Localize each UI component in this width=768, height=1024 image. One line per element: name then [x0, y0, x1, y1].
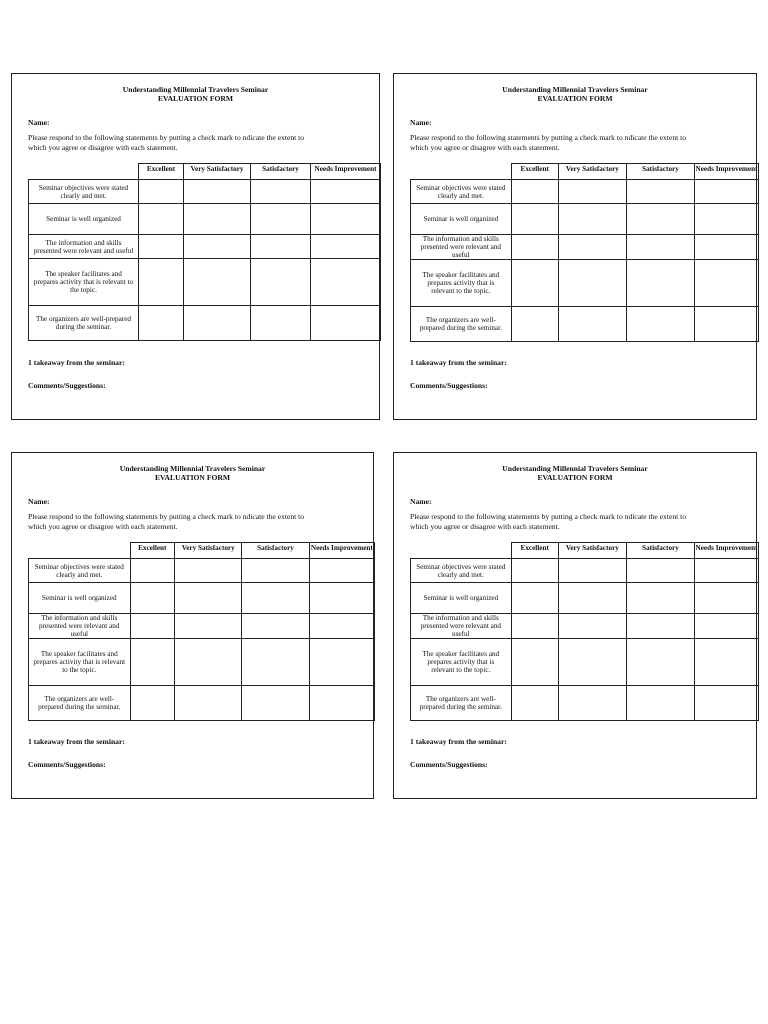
rating-cell[interactable] [309, 559, 374, 583]
table-row [29, 180, 381, 204]
header-corner [29, 543, 131, 559]
rating-cell[interactable] [558, 686, 626, 721]
rating-cell[interactable] [695, 559, 759, 583]
table-row [29, 559, 375, 583]
rating-cell[interactable] [184, 306, 251, 341]
statement-organizers: The organizers are well-prepared during the seminar. [411, 686, 512, 721]
rating-cell[interactable] [695, 180, 759, 204]
table-row [411, 180, 759, 204]
instructions-line-1: Please respond to the following statements by putting a check mark to ndicate the extent to [410, 133, 687, 142]
form-title [394, 86, 756, 103]
instructions [410, 133, 763, 152]
rating-cell[interactable] [626, 639, 694, 686]
rating-cell[interactable] [139, 180, 184, 204]
header-satisfactory: Satisfactory [242, 543, 309, 559]
rating-header-row [411, 164, 759, 180]
instructions [28, 512, 379, 531]
statement-objectives: Seminar objectives were stated clearly and met. [29, 180, 139, 204]
table-row [411, 260, 759, 307]
rating-cell[interactable] [251, 259, 311, 306]
evaluation-form-card-2 [393, 73, 757, 420]
takeaway-label: 1 takeaway from the seminar: [28, 737, 125, 746]
statement-organizers: The organizers are well-prepared during the seminar. [29, 306, 139, 341]
rating-cell[interactable] [309, 639, 374, 686]
rating-cell[interactable] [511, 235, 558, 260]
rating-cell[interactable] [139, 204, 184, 235]
header-excellent: Excellent [130, 543, 175, 559]
takeaway-label: 1 takeaway from the seminar: [28, 358, 125, 367]
rating-cell[interactable] [558, 260, 626, 307]
header-corner [411, 164, 512, 180]
table-row [29, 686, 375, 721]
rating-cell[interactable] [184, 180, 251, 204]
rating-cell[interactable] [626, 614, 694, 639]
table-row [411, 583, 759, 614]
rating-cell[interactable] [175, 614, 242, 639]
comments-label: Comments/Suggestions: [410, 760, 488, 769]
instructions-line-2: which you agree or disagree with each statement. [28, 521, 178, 531]
rating-cell[interactable] [139, 259, 184, 306]
rating-cell[interactable] [311, 259, 381, 306]
header-needs-improvement: Needs Improvement [695, 164, 759, 180]
rating-cell[interactable] [311, 204, 381, 235]
rating-cell[interactable] [130, 686, 175, 721]
table-row [29, 614, 375, 639]
table-row [29, 306, 381, 341]
rating-cell[interactable] [511, 204, 558, 235]
rating-cell[interactable] [558, 639, 626, 686]
rating-cell[interactable] [511, 559, 558, 583]
statement-speaker: The speaker facilitates and prepares activity that is relevant to the topic. [29, 259, 139, 306]
rating-table [28, 542, 375, 721]
rating-cell[interactable] [511, 639, 558, 686]
table-row [29, 235, 381, 259]
statement-organizers: The organizers are well-prepared during the seminar. [411, 307, 512, 342]
statement-information: The information and skills presented were relevant and useful [29, 235, 139, 259]
rating-cell[interactable] [130, 559, 175, 583]
comments-label: Comments/Suggestions: [28, 760, 106, 769]
rating-cell[interactable] [626, 260, 694, 307]
rating-cell[interactable] [626, 583, 694, 614]
rating-cell[interactable] [695, 204, 759, 235]
instructions-line-1: Please respond to the following statements by putting a check mark to ndicate the extent to [28, 512, 305, 521]
rating-cell[interactable] [175, 639, 242, 686]
rating-cell[interactable] [139, 235, 184, 259]
form-title-seminar: Understanding Millennial Travelers Seminar [502, 85, 648, 94]
name-label: Name: [410, 118, 432, 127]
statement-speaker: The speaker facilitates and prepares activity that is relevant to the topic. [29, 639, 131, 686]
instructions-line-1: Please respond to the following statements by putting a check mark to ndicate the extent to [410, 512, 687, 521]
rating-cell[interactable] [130, 583, 175, 614]
rating-cell[interactable] [558, 583, 626, 614]
rating-cell[interactable] [511, 260, 558, 307]
header-very-satisfactory: Very Satisfactory [558, 164, 626, 180]
rating-cell[interactable] [139, 306, 184, 341]
rating-cell[interactable] [184, 235, 251, 259]
form-title-evaluation: EVALUATION FORM [537, 472, 613, 482]
form-title-evaluation: EVALUATION FORM [537, 93, 613, 103]
rating-cell[interactable] [558, 204, 626, 235]
instructions-line-2: which you agree or disagree with each statement. [28, 142, 178, 152]
rating-cell[interactable] [184, 259, 251, 306]
rating-cell[interactable] [626, 235, 694, 260]
rating-cell[interactable] [242, 559, 309, 583]
form-title-evaluation: EVALUATION FORM [157, 93, 234, 103]
instructions-line-1: Please respond to the following statements by putting a check mark to ndicate the extent to [28, 133, 305, 142]
rating-cell[interactable] [695, 260, 759, 307]
form-title-seminar: Understanding Millennial Travelers Seminar [502, 464, 648, 473]
header-very-satisfactory: Very Satisfactory [184, 164, 251, 180]
rating-table [28, 163, 381, 341]
comments-label: Comments/Suggestions: [28, 381, 106, 390]
header-satisfactory: Satisfactory [251, 164, 311, 180]
rating-cell[interactable] [695, 639, 759, 686]
form-title [394, 465, 756, 482]
statement-objectives: Seminar objectives were stated clearly and met. [411, 180, 512, 204]
statement-objectives: Seminar objectives were stated clearly and met. [411, 559, 512, 583]
table-row [411, 559, 759, 583]
rating-cell[interactable] [558, 307, 626, 342]
rating-cell[interactable] [130, 614, 175, 639]
table-row [411, 639, 759, 686]
statement-organized: Seminar is well organized [29, 204, 139, 235]
form-title [12, 86, 379, 103]
header-needs-improvement: Needs Improvement [311, 164, 381, 180]
rating-cell[interactable] [175, 559, 242, 583]
header-excellent: Excellent [511, 164, 558, 180]
rating-cell[interactable] [175, 583, 242, 614]
instructions [410, 512, 763, 531]
rating-cell[interactable] [558, 235, 626, 260]
rating-cell[interactable] [251, 235, 311, 259]
table-row [411, 204, 759, 235]
rating-cell[interactable] [184, 204, 251, 235]
rating-cell[interactable] [309, 686, 374, 721]
header-corner [29, 164, 139, 180]
table-row [411, 614, 759, 639]
table-row [29, 639, 375, 686]
rating-cell[interactable] [695, 583, 759, 614]
table-row [29, 583, 375, 614]
rating-cell[interactable] [626, 559, 694, 583]
rating-cell[interactable] [695, 614, 759, 639]
rating-cell[interactable] [695, 686, 759, 721]
rating-cell[interactable] [626, 307, 694, 342]
statement-organized: Seminar is well organized [411, 204, 512, 235]
name-label: Name: [28, 118, 50, 127]
comments-label: Comments/Suggestions: [410, 381, 488, 390]
header-very-satisfactory: Very Satisfactory [558, 543, 626, 559]
rating-cell[interactable] [626, 204, 694, 235]
form-title-evaluation: EVALUATION FORM [154, 472, 231, 482]
takeaway-label: 1 takeaway from the seminar: [410, 358, 507, 367]
takeaway-label: 1 takeaway from the seminar: [410, 737, 507, 746]
table-row [411, 307, 759, 342]
rating-cell[interactable] [511, 180, 558, 204]
rating-cell[interactable] [309, 614, 374, 639]
evaluation-form-card-3 [11, 452, 374, 799]
rating-cell[interactable] [511, 307, 558, 342]
statement-information: The information and skills presented were relevant and useful [411, 614, 512, 639]
statement-organized: Seminar is well organized [29, 583, 131, 614]
header-satisfactory: Satisfactory [626, 164, 694, 180]
rating-cell[interactable] [242, 686, 309, 721]
rating-cell[interactable] [695, 235, 759, 260]
rating-cell[interactable] [242, 583, 309, 614]
rating-cell[interactable] [558, 559, 626, 583]
rating-cell[interactable] [130, 639, 175, 686]
table-row [29, 259, 381, 306]
rating-cell[interactable] [511, 614, 558, 639]
instructions [28, 133, 384, 152]
rating-cell[interactable] [309, 583, 374, 614]
header-satisfactory: Satisfactory [626, 543, 694, 559]
name-label: Name: [410, 497, 432, 506]
rating-header-row [411, 543, 759, 559]
statement-organized: Seminar is well organized [411, 583, 512, 614]
statement-speaker: The speaker facilitates and prepares activity that is relevant to the topic. [411, 260, 512, 307]
instructions-line-2: which you agree or disagree with each statement. [410, 142, 560, 152]
statement-organizers: The organizers are well-prepared during the seminar. [29, 686, 131, 721]
rating-table [410, 163, 759, 342]
statement-information: The information and skills presented were relevant and useful [411, 235, 512, 260]
rating-cell[interactable] [311, 235, 381, 259]
statement-information: The information and skills presented were relevant and useful [29, 614, 131, 639]
rating-cell[interactable] [242, 614, 309, 639]
rating-header-row [29, 164, 381, 180]
rating-cell[interactable] [311, 306, 381, 341]
header-needs-improvement: Needs Improvement [695, 543, 759, 559]
rating-header-row [29, 543, 375, 559]
form-title [12, 465, 373, 482]
rating-cell[interactable] [695, 307, 759, 342]
instructions-line-2: which you agree or disagree with each statement. [410, 521, 560, 531]
table-row [411, 235, 759, 260]
table-row [29, 204, 381, 235]
statement-objectives: Seminar objectives were stated clearly and met. [29, 559, 131, 583]
form-title-seminar: Understanding Millennial Travelers Seminar [122, 85, 269, 94]
header-excellent: Excellent [139, 164, 184, 180]
header-corner [411, 543, 512, 559]
rating-cell[interactable] [311, 180, 381, 204]
rating-cell[interactable] [626, 686, 694, 721]
header-excellent: Excellent [511, 543, 558, 559]
rating-cell[interactable] [242, 639, 309, 686]
evaluation-form-card-1 [11, 73, 380, 420]
table-row [411, 686, 759, 721]
name-label: Name: [28, 497, 50, 506]
rating-cell[interactable] [251, 306, 311, 341]
rating-table [410, 542, 759, 721]
rating-cell[interactable] [251, 180, 311, 204]
rating-cell[interactable] [511, 583, 558, 614]
rating-cell[interactable] [558, 180, 626, 204]
statement-speaker: The speaker facilitates and prepares activity that is relevant to the topic. [411, 639, 512, 686]
rating-cell[interactable] [511, 686, 558, 721]
form-title-seminar: Understanding Millennial Travelers Seminar [119, 464, 266, 473]
header-needs-improvement: Needs Improvement [309, 543, 374, 559]
evaluation-form-card-4 [393, 452, 757, 799]
rating-cell[interactable] [251, 204, 311, 235]
rating-cell[interactable] [558, 614, 626, 639]
rating-cell[interactable] [175, 686, 242, 721]
rating-cell[interactable] [626, 180, 694, 204]
header-very-satisfactory: Very Satisfactory [175, 543, 242, 559]
